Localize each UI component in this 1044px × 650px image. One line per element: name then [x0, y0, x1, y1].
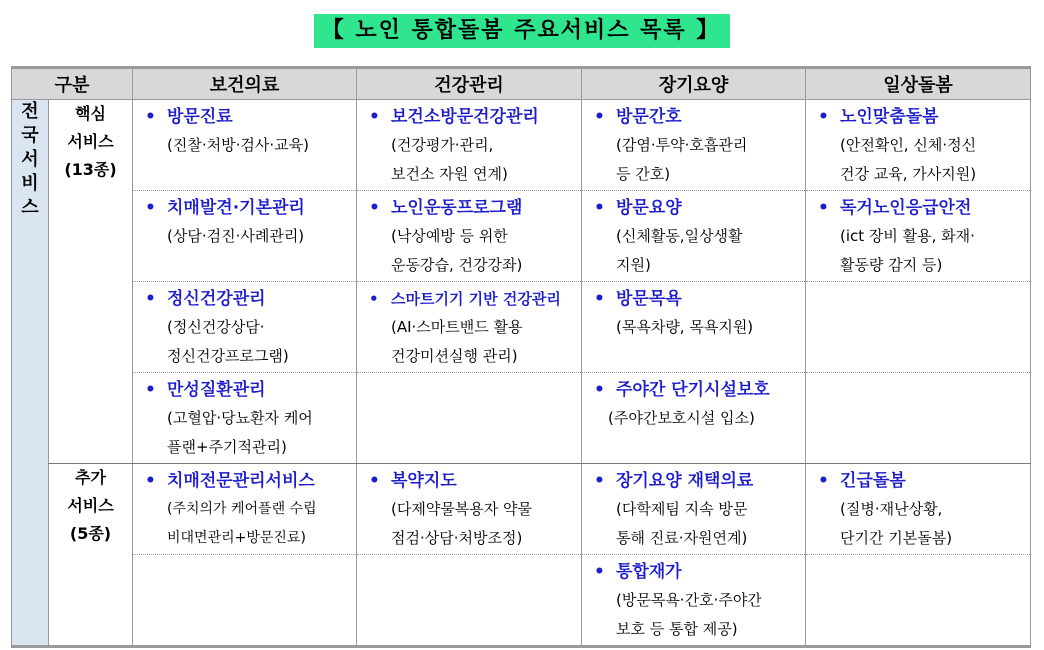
service-title: 노인맞춤돌봄: [840, 107, 939, 127]
page-title: 【 노인 통합돌봄 주요서비스 목록 】: [314, 14, 731, 48]
cell-home-nursing: • 방문간호 (감염·투약·호흡관리 등 간호): [582, 100, 806, 191]
service-title: 만성질환관리: [167, 380, 266, 400]
cell-dementia-specialist: • 치매전문관리서비스 (주치의가 케어플랜 수립 비대면관리+방문진료): [133, 464, 357, 555]
service-title: 방문진료: [167, 107, 233, 127]
cell-empty: [806, 555, 1031, 647]
service-title: 노인운동프로그램: [391, 198, 523, 218]
cell-smart-device-health: • 스마트기기 기반 건강관리 (AI·스마트밴드 활용 건강미션실행 관리): [357, 282, 582, 373]
cell-day-night-care: • 주야간 단기시설보호 (주야간보호시설 입소): [582, 373, 806, 464]
service-title: 독거노인응급안전: [840, 198, 972, 218]
service-title: 방문간호: [616, 107, 682, 127]
service-title: 치매발견·기본관리: [167, 198, 305, 218]
table-row: [12, 100, 1031, 191]
cell-empty: [806, 282, 1031, 373]
header-long-term-care: 장기요양: [582, 68, 806, 100]
cell-exercise-program: • 노인운동프로그램 (낙상예방 등 위한 운동강습, 건강강좌): [357, 191, 582, 282]
service-title: 긴급돌봄: [840, 471, 906, 491]
table-row: [12, 282, 1031, 373]
title-wrap: [0, 14, 1044, 48]
cell-mental-health: • 정신건강관리 (정신건강상담· 정신건강프로그램): [133, 282, 357, 373]
extra-services-label: 추가 서비스 (5종): [49, 464, 133, 647]
header-daily-care: 일상돌봄: [806, 68, 1031, 100]
service-title: 스마트기기 기반 건강관리: [391, 290, 561, 308]
cell-home-medical-care: • 장기요양 재택의료 (다학제팀 지속 방문 통해 진료·자원연계): [582, 464, 806, 555]
header-health-care: 보건의료: [133, 68, 357, 100]
cell-chronic-disease: • 만성질환관리 (고혈압·당뇨환자 케어 플랜+주기적관리): [133, 373, 357, 464]
service-title: 치매전문관리서비스: [167, 471, 315, 491]
service-title: 복약지도: [391, 471, 457, 491]
table-row: [12, 555, 1031, 647]
service-title: 방문목욕: [616, 289, 682, 309]
header-row: [12, 68, 1031, 100]
service-title: 방문요양: [616, 198, 682, 218]
cell-home-bathing: • 방문목욕 (목욕차량, 목욕지원): [582, 282, 806, 373]
cell-customized-elderly-care: • 노인맞춤돌봄 (안전확인, 신체·정신 건강 교육, 가사지원): [806, 100, 1031, 191]
cell-empty: [133, 555, 357, 647]
service-title: 보건소방문건강관리: [391, 107, 539, 127]
cell-home-visit-treatment: • 방문진료 (진찰·처방·검사·교육): [133, 100, 357, 191]
table-row: [12, 464, 1031, 555]
cell-public-health-visit: • 보건소방문건강관리 (건강평가·관리, 보건소 자원 연계): [357, 100, 582, 191]
header-health-management: 건강관리: [357, 68, 582, 100]
service-table: [11, 66, 1031, 648]
cell-empty: [357, 555, 582, 647]
service-title: 주야간 단기시설보호: [616, 380, 770, 400]
service-title: 정신건강관리: [167, 289, 266, 309]
service-title: 장기요양 재택의료: [616, 471, 754, 491]
table-row: [12, 373, 1031, 464]
cell-empty: [806, 373, 1031, 464]
cell-dementia-detection: • 치매발견·기본관리 (상담·검진·사례관리): [133, 191, 357, 282]
cell-emergency-care: • 긴급돌봄 (질병·재난상황, 단기간 기본돌봄): [806, 464, 1031, 555]
table-row: [12, 191, 1031, 282]
cell-emergency-safety: • 독거노인응급안전 (ict 장비 활용, 화재· 활동량 감지 등): [806, 191, 1031, 282]
cell-integrated-home-care: • 통합재가 (방문목욕·간호·주야간 보호 등 통합 제공): [582, 555, 806, 647]
cell-empty: [357, 373, 582, 464]
national-services-label: 전 국 서 비 스: [12, 100, 49, 647]
header-category: 구분: [12, 68, 133, 100]
service-title: 통합재가: [616, 562, 682, 582]
core-services-label: 핵심 서비스 (13종): [49, 100, 133, 464]
cell-home-care: • 방문요양 (신체활동,일상생활 지원): [582, 191, 806, 282]
cell-medication-guidance: • 복약지도 (다제약물복용자 약물 점검·상담·처방조정): [357, 464, 582, 555]
